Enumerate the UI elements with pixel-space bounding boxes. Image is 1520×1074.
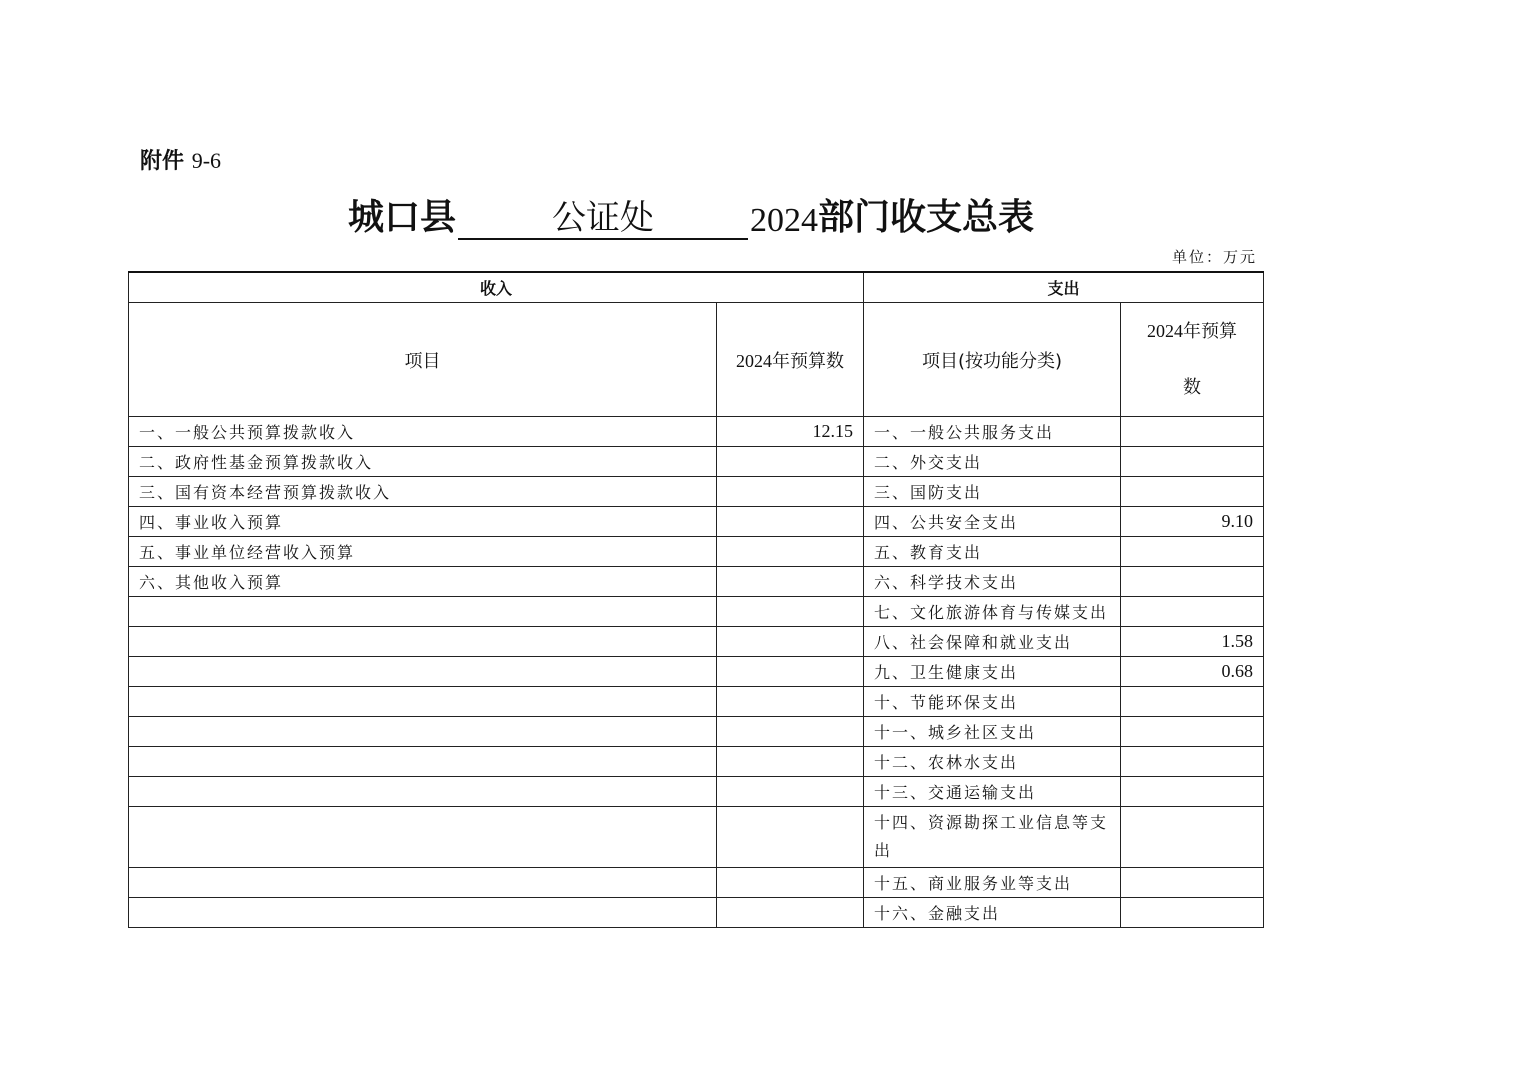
expense-value-cell: 9.10 bbox=[1121, 507, 1264, 537]
attachment-number: 9-6 bbox=[191, 148, 222, 173]
expense-value-cell: 0.68 bbox=[1121, 657, 1264, 687]
expense-item-cell: 十、节能环保支出 bbox=[864, 687, 1121, 717]
expense-item-cell: 十六、金融支出 bbox=[864, 898, 1121, 928]
page-title bbox=[348, 188, 1034, 240]
income-item-cell bbox=[129, 597, 717, 627]
income-item-cell: 二、政府性基金预算拨款收入 bbox=[129, 447, 717, 477]
table-row bbox=[129, 747, 1264, 777]
income-item-cell bbox=[129, 687, 717, 717]
expense-item-cell: 六、科学技术支出 bbox=[864, 567, 1121, 597]
expense-value-cell bbox=[1121, 898, 1264, 928]
income-item-cell bbox=[129, 898, 717, 928]
income-value-cell: 12.15 bbox=[717, 417, 864, 447]
table-row bbox=[129, 567, 1264, 597]
expense-value-cell bbox=[1121, 537, 1264, 567]
expense-value-cell bbox=[1121, 597, 1264, 627]
expense-item-cell: 九、卫生健康支出 bbox=[864, 657, 1121, 687]
income-value-cell bbox=[717, 657, 864, 687]
expense-value-cell bbox=[1121, 567, 1264, 597]
expense-value-cell: 1.58 bbox=[1121, 627, 1264, 657]
expense-item-col-text: 项目(按功能分类) bbox=[921, 350, 1063, 372]
income-item-cell: 六、其他收入预算 bbox=[129, 567, 717, 597]
attachment-label bbox=[140, 144, 221, 175]
table-row bbox=[129, 657, 1264, 687]
table-row bbox=[129, 477, 1264, 507]
table-row bbox=[129, 417, 1264, 447]
income-item-cell: 五、事业单位经营收入预算 bbox=[129, 537, 717, 567]
expense-item-cell: 二、外交支出 bbox=[864, 447, 1121, 477]
income-value-cell bbox=[717, 477, 864, 507]
budget-table bbox=[128, 271, 1264, 928]
expense-item-cell: 八、社会保障和就业支出 bbox=[864, 627, 1121, 657]
income-item-cell: 四、事业收入预算 bbox=[129, 507, 717, 537]
expense-item-cell: 三、国防支出 bbox=[864, 477, 1121, 507]
expense-item-cell: 一、一般公共服务支出 bbox=[864, 417, 1121, 447]
title-department: 公证处 bbox=[458, 198, 748, 240]
income-item-cell bbox=[129, 717, 717, 747]
expense-item-cell: 七、文化旅游体育与传媒支出 bbox=[864, 597, 1121, 627]
attachment-text: 附件 bbox=[140, 149, 185, 174]
income-value-cell bbox=[717, 687, 864, 717]
income-value-cell bbox=[717, 597, 864, 627]
expense-budget-col-header bbox=[1121, 303, 1264, 417]
title-year: 2024 bbox=[750, 202, 819, 239]
expense-value-cell bbox=[1121, 687, 1264, 717]
expense-item-cell: 十三、交通运输支出 bbox=[864, 777, 1121, 807]
income-item-cell: 三、国有资本经营预算拨款收入 bbox=[129, 477, 717, 507]
income-item-cell bbox=[129, 868, 717, 898]
table-row bbox=[129, 537, 1264, 567]
expense-value-cell bbox=[1121, 777, 1264, 807]
income-item-cell bbox=[129, 747, 717, 777]
expense-budget-year: 2024 bbox=[1147, 321, 1184, 341]
expense-value-cell bbox=[1121, 417, 1264, 447]
income-value-cell bbox=[717, 537, 864, 567]
expense-item-cell: 四、公共安全支出 bbox=[864, 507, 1121, 537]
expense-value-cell bbox=[1121, 717, 1264, 747]
table-row bbox=[129, 447, 1264, 477]
table-row bbox=[129, 807, 1264, 868]
income-value-cell bbox=[717, 447, 864, 477]
income-value-cell bbox=[717, 898, 864, 928]
income-header: 收入 bbox=[129, 272, 864, 303]
expense-value-cell bbox=[1121, 807, 1264, 868]
income-value-cell bbox=[717, 868, 864, 898]
expense-item-cell: 十四、资源勘探工业信息等支出 bbox=[864, 807, 1121, 868]
income-value-cell bbox=[717, 627, 864, 657]
income-item-cell bbox=[129, 627, 717, 657]
income-value-cell bbox=[717, 507, 864, 537]
income-value-cell bbox=[717, 747, 864, 777]
expense-value-cell bbox=[1121, 477, 1264, 507]
income-item-cell bbox=[129, 777, 717, 807]
income-item-cell bbox=[129, 807, 717, 868]
expense-item-cell: 十二、农林水支出 bbox=[864, 747, 1121, 777]
income-value-cell bbox=[717, 717, 864, 747]
table-row bbox=[129, 777, 1264, 807]
income-value-cell bbox=[717, 567, 864, 597]
table-row bbox=[129, 898, 1264, 928]
expense-item-col-header bbox=[864, 303, 1121, 417]
income-budget-year: 2024 bbox=[736, 350, 772, 371]
expense-budget-line1: 年预算 bbox=[1183, 321, 1238, 342]
income-item-col-text: 项目 bbox=[404, 350, 441, 372]
expense-value-cell bbox=[1121, 747, 1264, 777]
income-item-cell bbox=[129, 657, 717, 687]
table-row bbox=[129, 597, 1264, 627]
unit-label: 单位：万元 bbox=[1172, 248, 1258, 266]
table-row bbox=[129, 687, 1264, 717]
title-suffix: 部门收支总表 bbox=[818, 197, 1035, 238]
income-budget-suffix: 年预算数 bbox=[772, 350, 844, 372]
income-value-cell bbox=[717, 777, 864, 807]
income-item-col-header bbox=[129, 303, 717, 417]
expense-header: 支出 bbox=[864, 272, 1264, 303]
income-item-cell: 一、一般公共预算拨款收入 bbox=[129, 417, 717, 447]
expense-item-cell: 十一、城乡社区支出 bbox=[864, 717, 1121, 747]
table-row bbox=[129, 868, 1264, 898]
expense-budget-line2: 数 bbox=[1183, 377, 1202, 398]
income-value-cell bbox=[717, 807, 864, 868]
table-row bbox=[129, 627, 1264, 657]
expense-item-cell: 十五、商业服务业等支出 bbox=[864, 868, 1121, 898]
title-county: 城口县 bbox=[348, 197, 457, 238]
table-row bbox=[129, 717, 1264, 747]
table-row bbox=[129, 507, 1264, 537]
expense-value-cell bbox=[1121, 447, 1264, 477]
expense-value-cell bbox=[1121, 868, 1264, 898]
income-budget-col-header bbox=[717, 303, 864, 417]
expense-item-cell: 五、教育支出 bbox=[864, 537, 1121, 567]
